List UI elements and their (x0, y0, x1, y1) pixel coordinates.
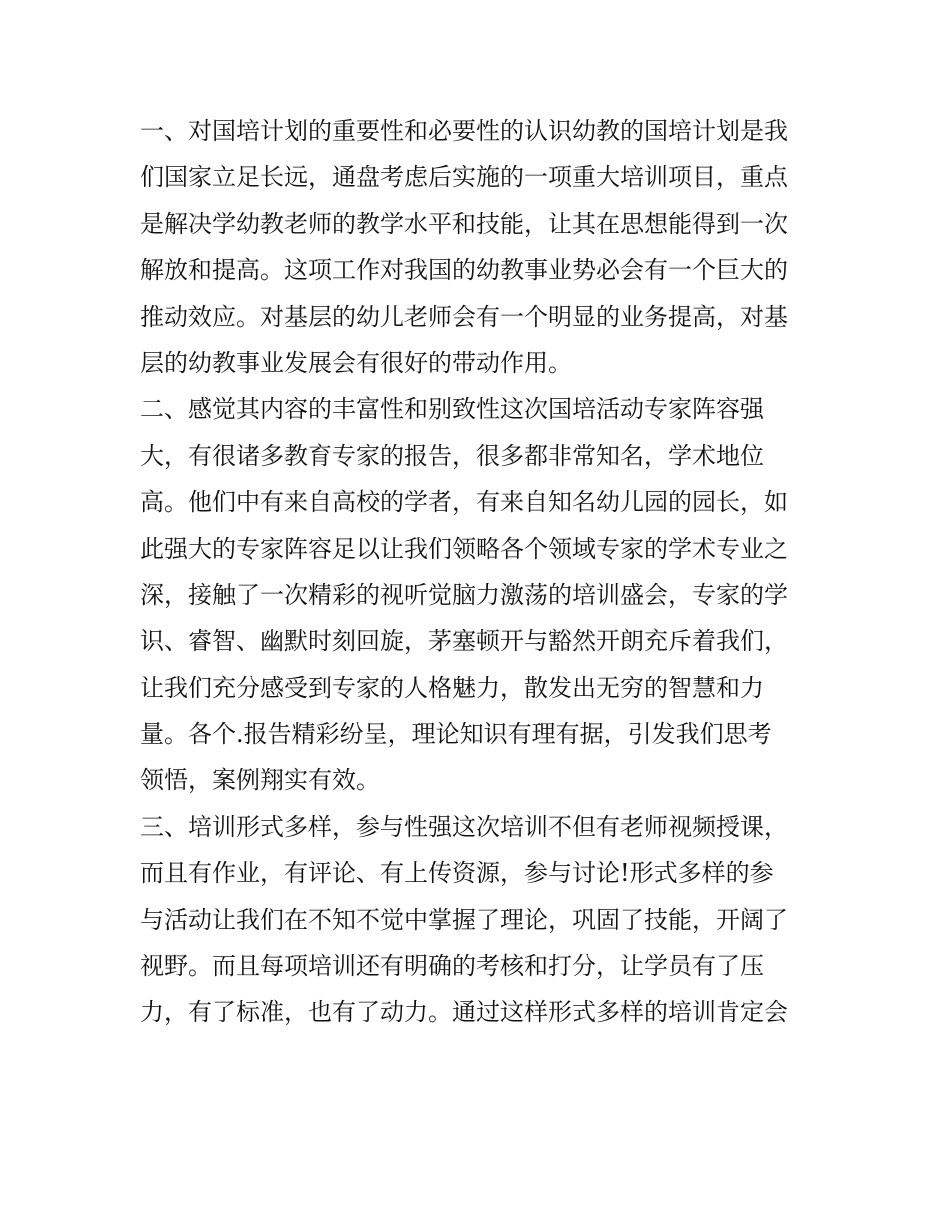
text-line: 量。各个.报告精彩纷呈，理论知识有理有据，引发我们思考 (140, 720, 772, 749)
text-line: 解放和提高。这项工作对我国的幼教事业势必会有一个巨大的 (140, 256, 788, 285)
text-line: 视野。而且每项培训还有明确的考核和打分，让学员有了压 (140, 952, 764, 981)
text-line: 三、培训形式多样，参与性强这次培训不但有老师视频授课， (140, 812, 788, 841)
body-text (140, 108, 820, 1036)
text-line: 领悟，案例翔实有效。 (140, 766, 380, 795)
text-line: 力，有了标准，也有了动力。通过这样形式多样的培训肯定会 (140, 998, 788, 1027)
text-line: 层的幼教事业发展会有很好的带动作用。 (140, 348, 572, 377)
text-line: 此强大的专家阵容足以让我们领略各个领域专家的学术专业之 (140, 534, 788, 563)
text-line: 们国家立足长远，通盘考虑后实施的一项重大培训项目，重点 (140, 163, 788, 192)
text-line: 识、睿智、幽默时刻回旋，茅塞顿开与豁然开朗充斥着我们， (140, 627, 788, 656)
text-line: 一、对国培计划的重要性和必要性的认识幼教的国培计划是我 (140, 117, 788, 145)
text-line: 是解决学幼教老师的教学水平和技能，让其在思想能得到一次 (140, 209, 788, 238)
text-line: 高。他们中有来自高校的学者，有来自知名幼儿园的园长，如 (140, 488, 788, 517)
text-line: 推动效应。对基层的幼儿老师会有一个明显的业务提高，对基 (140, 302, 788, 331)
text-line: 大，有很诸多教育专家的报告，很多都非常知名，学术地位 (140, 441, 764, 470)
text-line: 二、感觉其内容的丰富性和别致性这次国培活动专家阵容强 (140, 395, 764, 424)
text-line: 与活动让我们在不知不觉中掌握了理论，巩固了技能，开阔了 (140, 905, 788, 934)
text-line: 而且有作业，有评论、有上传资源，参与讨论!形式多样的参 (140, 859, 774, 888)
text-line: 深，接触了一次精彩的视听觉脑力激荡的培训盛会，专家的学 (140, 580, 788, 609)
text-line: 让我们充分感受到专家的人格魅力，散发出无穷的智慧和力 (140, 673, 764, 702)
